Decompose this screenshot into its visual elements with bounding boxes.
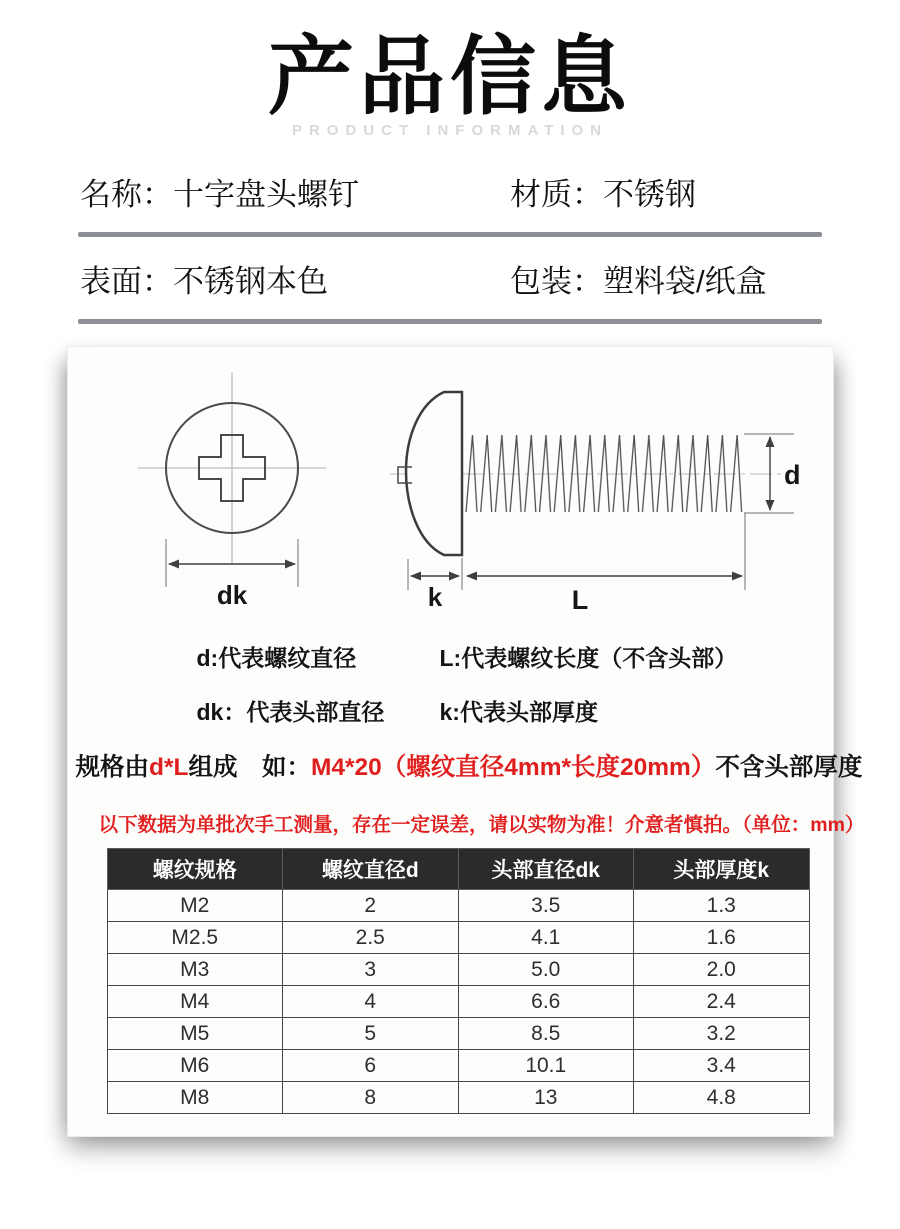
table-header-cell: 头部厚度k xyxy=(634,849,810,890)
table-row xyxy=(107,1050,809,1082)
legend-k: k:代表头部厚度 xyxy=(439,699,598,726)
table-cell: 3.4 xyxy=(634,1050,810,1082)
table-header-cell: 头部直径dk xyxy=(458,849,634,890)
dim-label-k: k xyxy=(427,582,442,613)
dim-label-L: L xyxy=(571,585,588,616)
dim-label-d: d xyxy=(783,460,800,491)
dim-label-dk: dk xyxy=(216,580,247,611)
table-cell: M8 xyxy=(107,1082,283,1114)
table-cell: 2 xyxy=(283,890,459,922)
page-title: 产品信息 xyxy=(268,29,632,125)
product-packaging: 包装：塑料袋/纸盒 xyxy=(510,264,767,300)
table-row xyxy=(107,922,809,954)
divider-line xyxy=(78,319,822,324)
table-header-row xyxy=(107,849,809,890)
info-row-1 xyxy=(78,169,822,213)
spec-table-body xyxy=(107,890,809,1114)
table-row xyxy=(107,1082,809,1114)
table-cell: M3 xyxy=(107,954,283,986)
table-cell: 8 xyxy=(283,1082,459,1114)
table-cell: M6 xyxy=(107,1050,283,1082)
product-detail-card xyxy=(67,346,865,1137)
screw-technical-diagram xyxy=(68,347,833,640)
table-cell: 2.5 xyxy=(283,922,459,954)
table-cell: 3 xyxy=(283,954,459,986)
table-cell: 5.0 xyxy=(458,954,634,986)
product-name: 名称：十字盘头螺钉 xyxy=(80,177,359,213)
table-cell: 2.0 xyxy=(634,954,810,986)
product-info-section xyxy=(0,169,900,324)
table-cell: 5 xyxy=(283,1018,459,1050)
screw-head-top-view xyxy=(138,372,326,610)
divider-line xyxy=(78,232,822,237)
spec-example: M4*20（螺纹直径4mm*长度20mm） xyxy=(310,754,716,782)
measurement-disclaimer: 以下数据为单批次手工测量，存在一定误差，请以实物为准！介意者慎拍。（单位：mm） xyxy=(98,814,865,837)
table-row xyxy=(107,954,809,986)
legend-d: d:代表螺纹直径 xyxy=(196,645,357,672)
table-cell: 13 xyxy=(458,1082,634,1114)
table-header-cell: 螺纹直径d xyxy=(283,849,459,890)
table-header-cell: 螺纹规格 xyxy=(107,849,283,890)
dimension-legend xyxy=(68,640,833,724)
screw-side-view xyxy=(390,392,801,615)
table-cell: M4 xyxy=(107,986,283,1018)
table-cell: 6 xyxy=(283,1050,459,1082)
page-subtitle: PRODUCT INFORMATION xyxy=(291,122,609,140)
table-row xyxy=(107,986,809,1018)
table-cell: 1.6 xyxy=(634,922,810,954)
table-cell: M5 xyxy=(107,1018,283,1050)
table-cell: 4 xyxy=(283,986,459,1018)
spec-table xyxy=(107,848,810,1114)
product-material: 材质：不锈钢 xyxy=(510,177,696,213)
table-row xyxy=(107,890,809,922)
legend-row-1 xyxy=(68,640,833,670)
table-cell: 6.6 xyxy=(458,986,634,1018)
table-cell: 1.3 xyxy=(634,890,810,922)
table-row xyxy=(107,1018,809,1050)
spec-format-line: 规格由d*L组成 如：M4*20（螺纹直径4mm*长度20mm）不含头部厚度 xyxy=(75,754,863,782)
table-cell: 4.1 xyxy=(458,922,634,954)
legend-row-2 xyxy=(68,694,833,724)
table-cell: 10.1 xyxy=(458,1050,634,1082)
legend-dk: dk：代表头部直径 xyxy=(196,699,385,726)
spec-format-code: d*L xyxy=(149,754,189,782)
table-cell: 3.2 xyxy=(634,1018,810,1050)
table-cell: 8.5 xyxy=(458,1018,634,1050)
product-surface: 表面：不锈钢本色 xyxy=(80,264,328,300)
table-cell: 2.4 xyxy=(634,986,810,1018)
table-cell: M2.5 xyxy=(107,922,283,954)
table-cell: M2 xyxy=(107,890,283,922)
table-cell: 4.8 xyxy=(634,1082,810,1114)
info-row-2 xyxy=(78,256,822,300)
legend-L: L:代表螺纹长度（不含头部） xyxy=(439,645,738,672)
table-cell: 3.5 xyxy=(458,890,634,922)
